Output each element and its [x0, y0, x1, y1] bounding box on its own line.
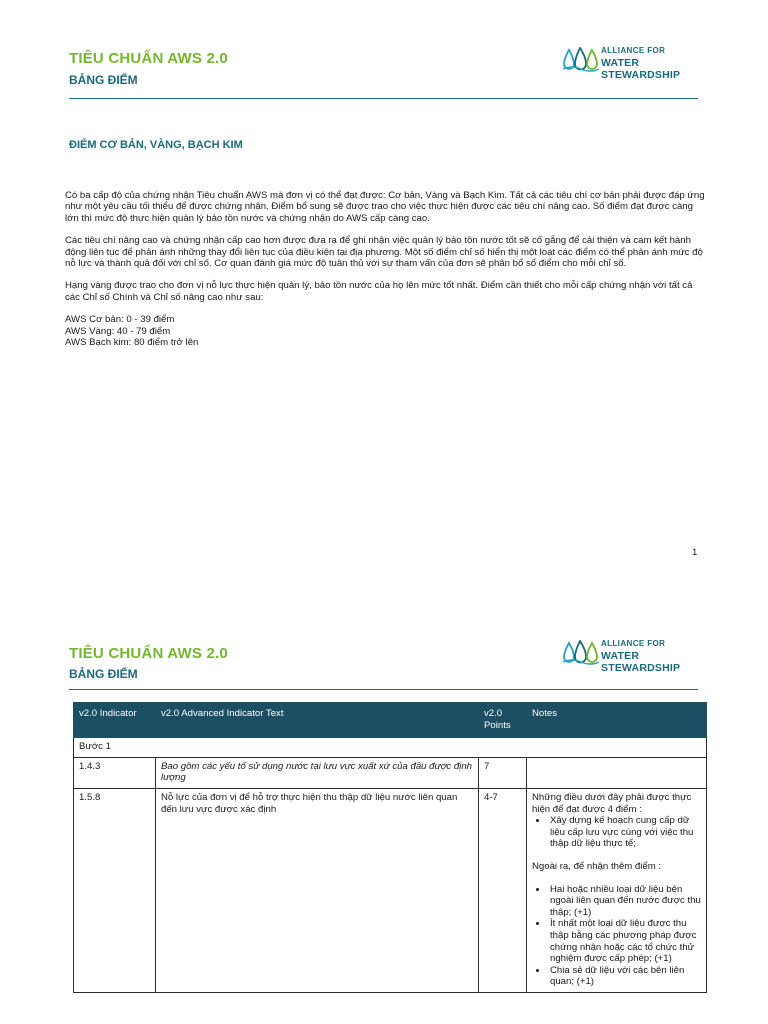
list-item: • Ít nhất một loại dữ liệu được thu thập bằng các phương pháp được chứng nhận hoặc các tổ chức thử nghiệm được cấp phép; (+1) [548, 918, 702, 964]
page-subtitle: BẢNG ĐIỂM [69, 667, 138, 681]
body-text [65, 190, 705, 348]
paragraph: Có ba cấp độ của chứng nhận Tiêu chuẩn AWS mà đơn vị có thể đạt được: Cơ bản, Vàng và Bạch Kim. Tất cả các tiêu chí cơ bản phải được đáp ứng như một yêu cầu tối thiểu để được chứng nhận. Điểm bổ sung sẽ được trao cho việc thực hiện được các tiêu chí nâng cao. Số điểm đạt được càng lớn thì mức độ thực hiện quản lý bảo tồn nước và chứng nhận do AWS cấp càng cao. [65, 190, 705, 224]
section-heading: ĐIỂM CƠ BẢN, VÀNG, BẠCH KIM [69, 139, 243, 151]
header-points: v2.0 Points [479, 703, 527, 738]
water-drops-icon [563, 47, 599, 73]
level-basic: AWS Cơ bản: 0 - 39 điểm [65, 314, 175, 326]
points-cell: 7 [479, 757, 527, 788]
header-divider [69, 98, 698, 99]
header-notes: Notes [527, 703, 707, 738]
header-indicator: v2.0 Indicator [74, 703, 156, 738]
paragraph: Hạng vàng được trao cho đơn vị nỗ lực thực hiện quản lý, bảo tồn nước của họ lên mức tốt nhất. Điểm cần thiết cho mỗi cấp chứng nhận với tất cả các Chỉ số Chính và Chỉ số nâng cao như sau: [65, 280, 693, 303]
notes-extra: Ngoài ra, để nhận thêm điểm : [532, 860, 662, 872]
logo-line-2: WATER STEWARDSHIP [601, 650, 681, 674]
logo-line-1: ALLIANCE FOR [601, 639, 666, 648]
water-drops-icon [563, 640, 599, 666]
page-title: TIÊU CHUẨN AWS 2.0 [69, 645, 228, 662]
scoring-table [73, 702, 707, 993]
page-number: 1 [692, 547, 698, 558]
header-divider [69, 689, 698, 690]
notes-cell [527, 757, 707, 788]
indicator-cell: 1.5.8 [74, 788, 156, 992]
notes-intro: Những điều dưới đây phải được thực hiện để đạt được 4 điểm : [532, 791, 692, 815]
table-row [74, 738, 707, 758]
level-gold: AWS Vàng: 40 - 79 điểm [65, 325, 171, 337]
page-title: TIÊU CHUẨN AWS 2.0 [69, 50, 228, 67]
logo-line-1: ALLIANCE FOR [601, 46, 666, 55]
notes-cell [527, 788, 707, 992]
aws-logo [563, 637, 703, 674]
list-item: • Xây dựng kế hoạch cung cấp dữ liệu cấp lưu vực cùng với việc thu thập dữ liệu thực tế; [548, 815, 702, 850]
list-item: • Chia sẻ dữ liệu với các bên liên quan; (+1) [548, 965, 702, 988]
indicator-text-cell: Nỗ lực của đơn vị để hỗ trợ thực hiện thu thập dữ liệu nước liên quan đến lưu vực được xác định [156, 788, 479, 992]
logo-line-2: WATER STEWARDSHIP [601, 57, 681, 81]
table-header-row [74, 703, 707, 738]
indicator-cell: 1.4.3 [74, 757, 156, 788]
header-indicator-text: v2.0 Advanced Indicator Text [156, 703, 479, 738]
aws-logo [563, 44, 703, 81]
notes-list [532, 884, 702, 988]
page-2 [0, 590, 768, 1024]
indicator-text-cell: Bao gồm các yếu tố sử dụng nước tại lưu vực xuất xứ của đầu được định lượng [156, 757, 479, 788]
list-item: • Hai hoặc nhiều loại dữ liệu bên ngoài liên quan đến nước được thu thập; (+1) [548, 884, 702, 919]
points-cell: 4-7 [479, 788, 527, 992]
page-subtitle: BẢNG ĐIỂM [69, 73, 138, 87]
step-label: Bước 1 [74, 738, 707, 758]
table-row [74, 788, 707, 992]
level-platinum: AWS Bạch kim: 80 điểm trở lên [65, 337, 199, 349]
paragraph: Các tiêu chí nâng cao và chứng nhận cấp cao hơn được đưa ra để ghi nhận việc quản lý bảo tồn nước tốt sẽ cố gắng để cải thiện và cam kết hành động liên tục để phản ánh những thay đổi liên tục của điều kiện tại địa phương. Một số điểm chỉ số hiển thị một loạt các điểm có thể phản ánh mức độ nỗ lực và thành quả đối với chỉ số. Cơ quan đánh giá mức độ tuân thủ với sự tham vấn của đơn sẽ phân bổ số điểm cho mỗi chỉ số. [65, 235, 703, 270]
table-row [74, 757, 707, 788]
notes-list [532, 815, 702, 850]
